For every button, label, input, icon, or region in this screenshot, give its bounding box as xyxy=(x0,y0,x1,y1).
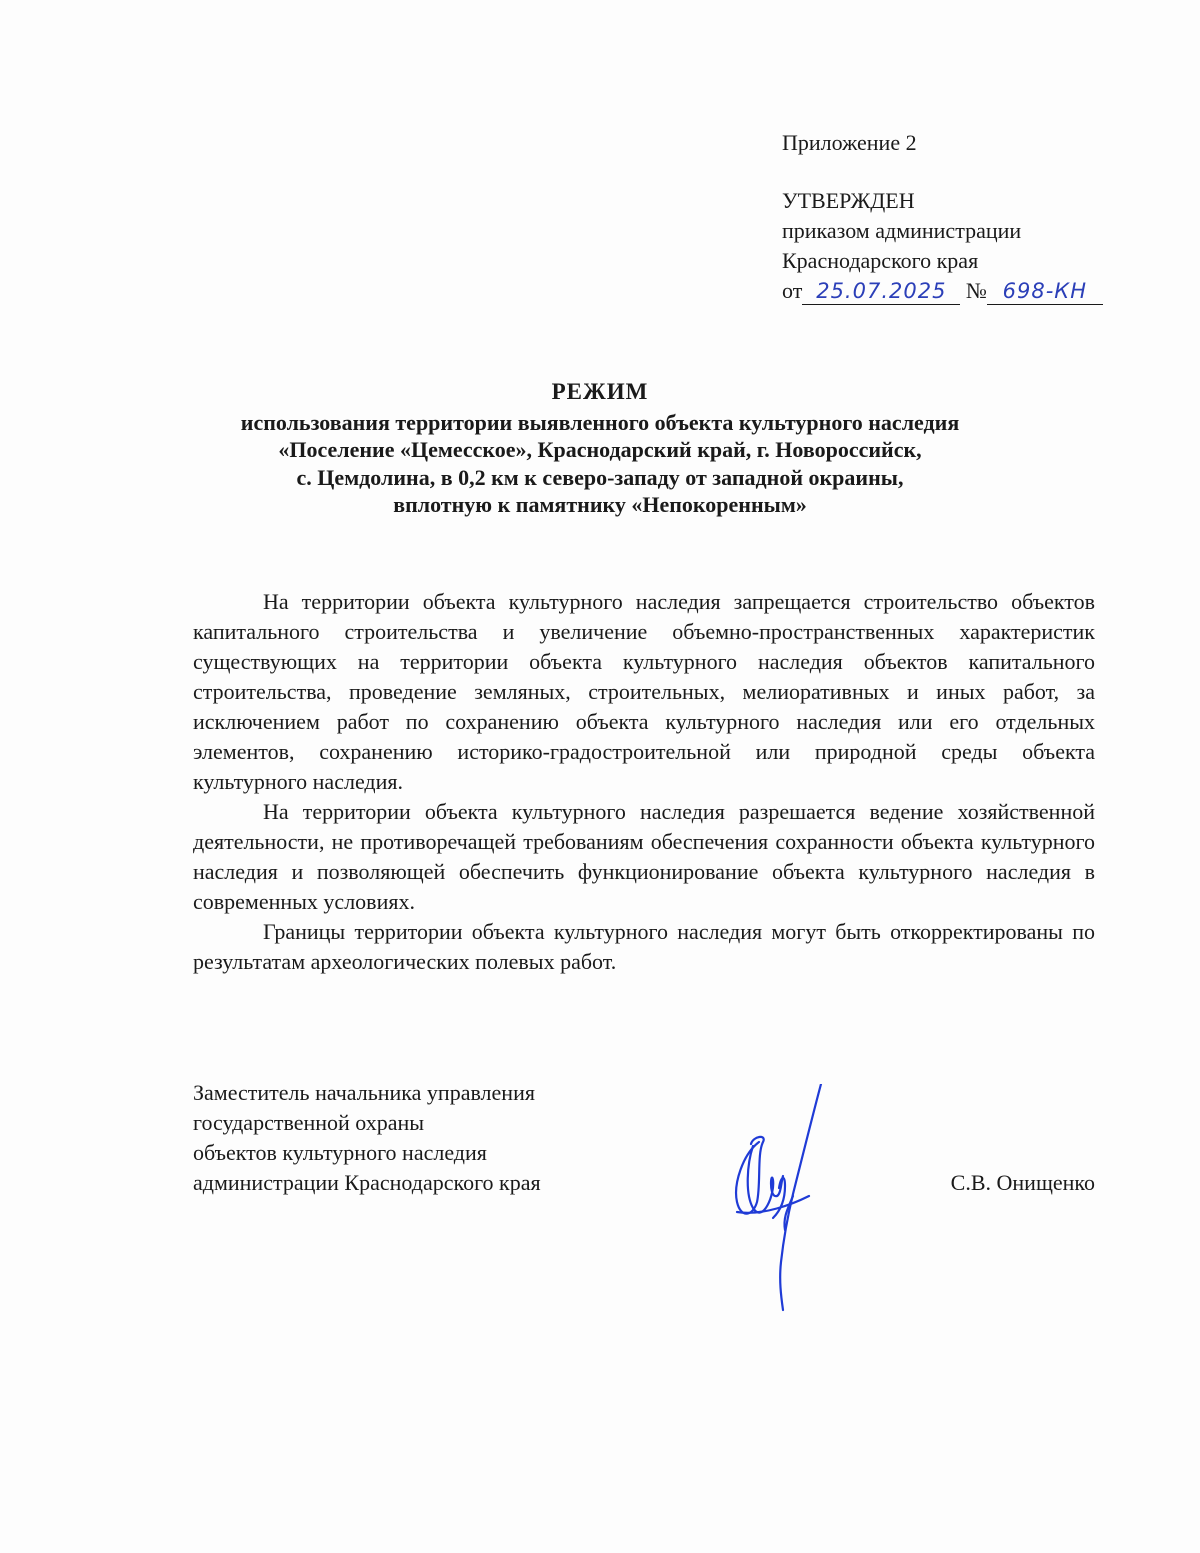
document-title: РЕЖИМ xyxy=(551,379,649,404)
subtitle-line: вплотную к памятнику «Непокоренным» xyxy=(393,492,807,517)
document-body xyxy=(193,587,1095,977)
approval-stamp-block xyxy=(782,128,1142,306)
signatory-position xyxy=(193,1078,653,1198)
number-sign: № xyxy=(965,278,987,303)
subtitle-line: использования территории выявленного объекта культурного наследия xyxy=(240,409,960,435)
signature-block xyxy=(193,1078,1095,1318)
approval-line-2: Краснодарского края xyxy=(782,248,979,273)
handwritten-order-number: 698-КН xyxy=(987,278,1103,305)
order-date-number-line xyxy=(782,276,1142,306)
position-line: государственной охраны xyxy=(193,1110,425,1135)
document-title-block xyxy=(150,378,1050,519)
handwritten-order-date: 25.07.2025 xyxy=(802,278,960,305)
body-paragraph-permission: На территории объекта культурного наследия разрешается ведение хозяйственной деятельности, не противоречащей требованиям обеспечения сохранности объекта культурного наследия и позволяющей обеспечить функционирование объекта культурного наследия в современных условиях. xyxy=(193,799,1095,914)
body-paragraph-boundaries: Границы территории объекта культурного наследия могут быть откорректированы по результатам археологических полевых работ. xyxy=(193,919,1095,974)
subtitle-line: с. Цемдолина, в 0,2 км к северо-западу от западной окраины, xyxy=(296,464,904,490)
position-line: администрации Краснодарского края xyxy=(193,1170,541,1195)
annex-label: Приложение 2 xyxy=(782,130,917,155)
date-prefix: от xyxy=(782,278,803,303)
body-paragraph-prohibition: На территории объекта культурного наследия запрещается строительство объектов капитального строительства и увеличение объемно-пространственных характеристик существующих на территории объекта культурного наследия объектов капитального строительства, проведение земляных, строительных, мелиоративных и иных работ, за исключением работ по сохранению объекта культурного наследия или его отдельных элементов, сохранению историко-градостроительной или природной среды объекта культурного наследия. xyxy=(193,589,1095,794)
approved-heading: УТВЕРЖДЕН xyxy=(782,188,915,213)
handwritten-signature xyxy=(723,1084,833,1314)
approval-line-1: приказом администрации xyxy=(782,218,1022,243)
signatory-name: С.В. Онищенко xyxy=(950,1170,1095,1195)
position-line: Заместитель начальника управления xyxy=(193,1080,535,1105)
subtitle-line: «Поселение «Цемесское», Краснодарский край, г. Новороссийск, xyxy=(278,437,922,462)
position-line: объектов культурного наследия xyxy=(193,1140,487,1165)
